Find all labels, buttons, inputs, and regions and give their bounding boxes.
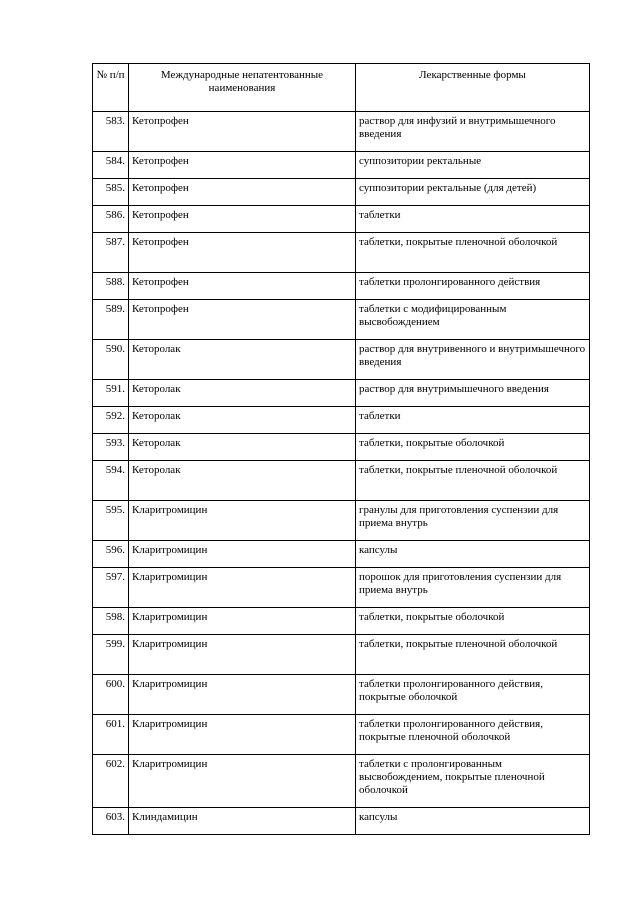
row-number: 602. (93, 755, 129, 808)
row-number: 584. (93, 152, 129, 179)
table-row (93, 434, 590, 461)
row-form: таблетки, покрытые пленочной оболочкой (356, 635, 590, 675)
table-row (93, 715, 590, 755)
row-inn: Кларитромицин (129, 675, 356, 715)
table-row (93, 380, 590, 407)
row-inn: Кеторолак (129, 407, 356, 434)
row-form: таблетки пролонгированного действия, покрытые пленочной оболочкой (356, 715, 590, 755)
table-row (93, 461, 590, 501)
row-number: 587. (93, 233, 129, 273)
table-header-row (93, 64, 590, 112)
table-row (93, 300, 590, 340)
row-number: 585. (93, 179, 129, 206)
row-inn: Кетопрофен (129, 152, 356, 179)
row-number: 595. (93, 501, 129, 541)
row-form: таблетки с модифицированным высвобождением (356, 300, 590, 340)
row-number: 597. (93, 568, 129, 608)
table-row (93, 340, 590, 380)
table-row (93, 407, 590, 434)
row-inn: Кларитромицин (129, 568, 356, 608)
row-number: 590. (93, 340, 129, 380)
row-form: суппозитории ректальные (для детей) (356, 179, 590, 206)
row-form: таблетки пролонгированного действия (356, 273, 590, 300)
row-form: раствор для внутримышечного введения (356, 380, 590, 407)
row-form: таблетки (356, 206, 590, 233)
row-number: 589. (93, 300, 129, 340)
row-number: 601. (93, 715, 129, 755)
row-inn: Кеторолак (129, 434, 356, 461)
row-inn: Кларитромицин (129, 501, 356, 541)
table-row (93, 233, 590, 273)
row-inn: Кеторолак (129, 461, 356, 501)
row-inn: Кларитромицин (129, 715, 356, 755)
row-form: суппозитории ректальные (356, 152, 590, 179)
row-inn: Кларитромицин (129, 541, 356, 568)
row-form: раствор для инфузий и внутримышечного введения (356, 112, 590, 152)
row-form: гранулы для приготовления суспензии для приема внутрь (356, 501, 590, 541)
row-inn: Кларитромицин (129, 635, 356, 675)
table-row (93, 273, 590, 300)
row-number: 594. (93, 461, 129, 501)
table-row (93, 608, 590, 635)
row-number: 593. (93, 434, 129, 461)
row-form: таблетки с пролонгированным высвобождением, покрытые пленочной оболочкой (356, 755, 590, 808)
row-inn: Кетопрофен (129, 206, 356, 233)
row-form: капсулы (356, 541, 590, 568)
row-inn: Кларитромицин (129, 755, 356, 808)
table-row (93, 675, 590, 715)
drug-forms-table (92, 63, 590, 835)
row-form: раствор для внутривенного и внутримышечного введения (356, 340, 590, 380)
row-inn: Кеторолак (129, 340, 356, 380)
row-form: таблетки, покрытые пленочной оболочкой (356, 233, 590, 273)
row-number: 586. (93, 206, 129, 233)
row-inn: Клиндамицин (129, 808, 356, 835)
table-row (93, 112, 590, 152)
row-number: 603. (93, 808, 129, 835)
table-row (93, 808, 590, 835)
row-form: капсулы (356, 808, 590, 835)
table-row (93, 179, 590, 206)
row-number: 591. (93, 380, 129, 407)
row-form: таблетки пролонгированного действия, покрытые оболочкой (356, 675, 590, 715)
row-number: 588. (93, 273, 129, 300)
row-form: таблетки, покрытые пленочной оболочкой (356, 461, 590, 501)
row-inn: Кетопрофен (129, 112, 356, 152)
row-inn: Кетопрофен (129, 179, 356, 206)
row-inn: Кеторолак (129, 380, 356, 407)
row-inn: Кетопрофен (129, 233, 356, 273)
row-form: порошок для приготовления суспензии для приема внутрь (356, 568, 590, 608)
row-number: 583. (93, 112, 129, 152)
row-form: таблетки, покрытые оболочкой (356, 434, 590, 461)
row-number: 598. (93, 608, 129, 635)
table-row (93, 206, 590, 233)
row-form: таблетки, покрытые оболочкой (356, 608, 590, 635)
row-form: таблетки (356, 407, 590, 434)
row-inn: Кларитромицин (129, 608, 356, 635)
table-row (93, 755, 590, 808)
row-number: 600. (93, 675, 129, 715)
table-row (93, 541, 590, 568)
header-inn: Международные непатентованные наименования (129, 64, 356, 112)
row-number: 596. (93, 541, 129, 568)
header-number: № п/п (93, 64, 129, 112)
table-row (93, 568, 590, 608)
row-inn: Кетопрофен (129, 273, 356, 300)
header-forms: Лекарственные формы (356, 64, 590, 112)
row-inn: Кетопрофен (129, 300, 356, 340)
table-row (93, 635, 590, 675)
table-row (93, 501, 590, 541)
table-row (93, 152, 590, 179)
row-number: 599. (93, 635, 129, 675)
row-number: 592. (93, 407, 129, 434)
